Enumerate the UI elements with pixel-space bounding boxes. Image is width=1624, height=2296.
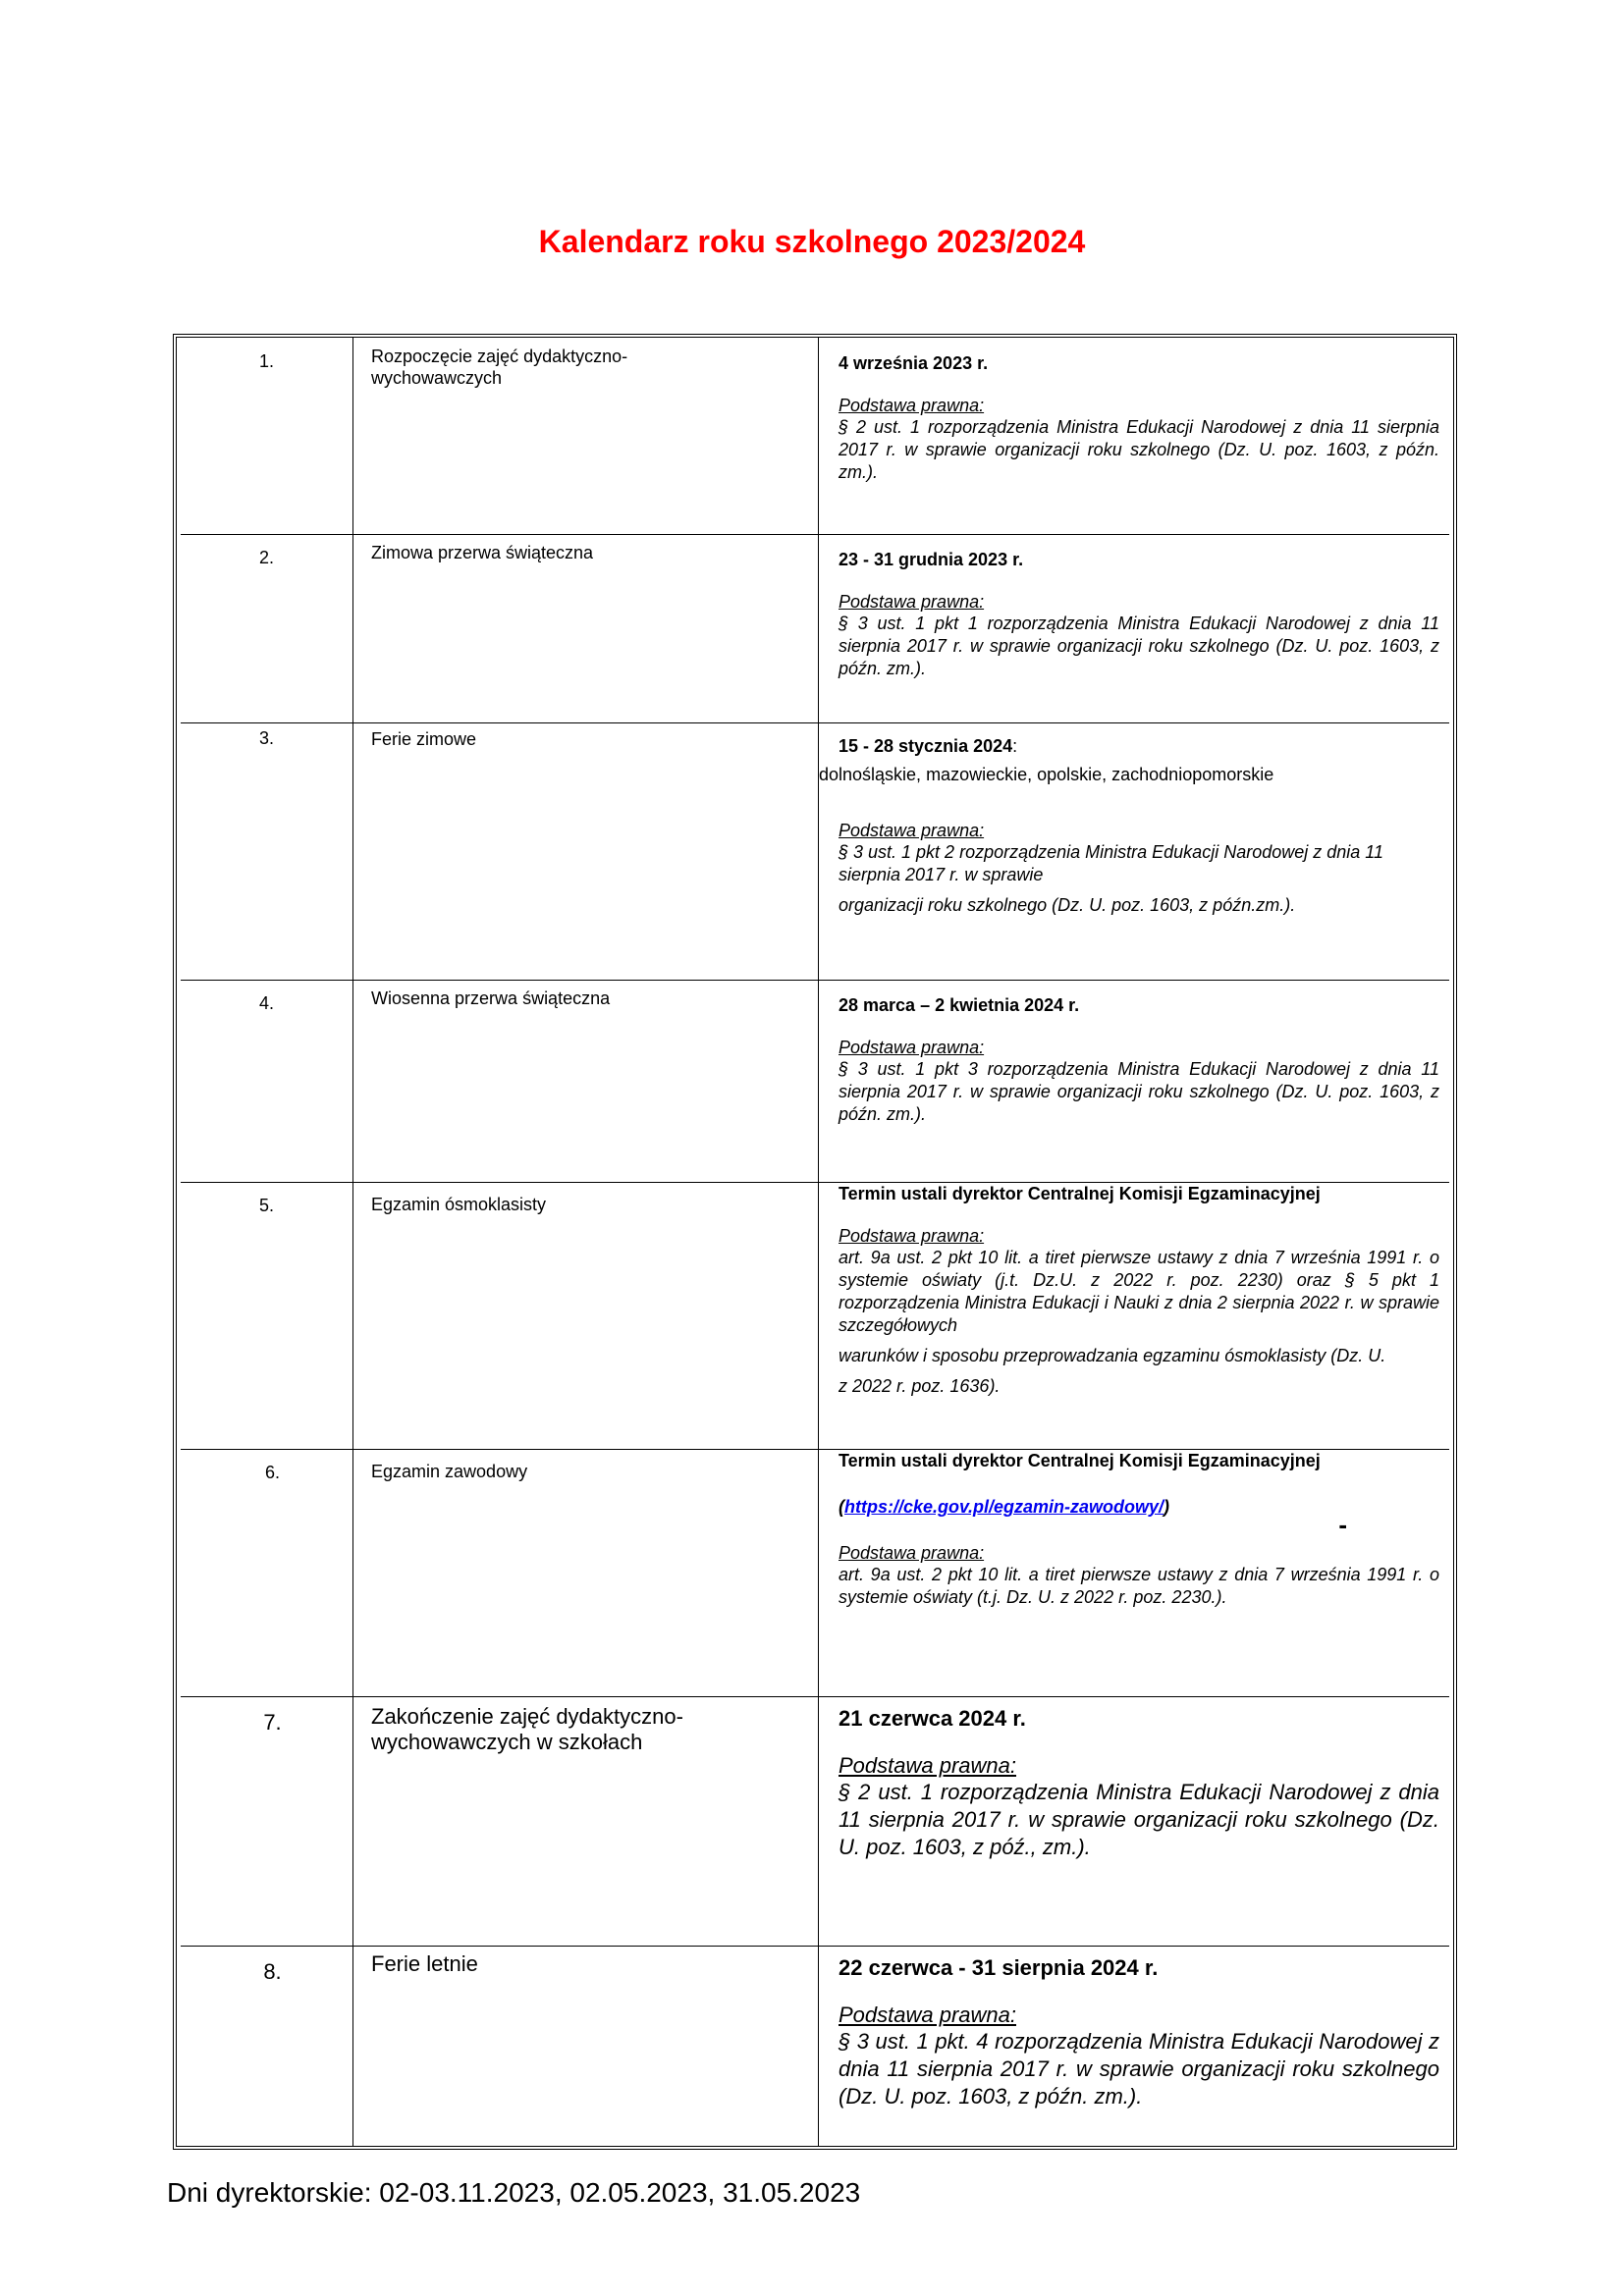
event-name-cell [353,1696,819,1946]
legal-basis-text-continued: warunków i sposobu przeprowadzania egzaminu ósmoklasisty (Dz. U. [839,1346,1386,1365]
legal-basis-text-continued: organizacji roku szkolnego (Dz. U. poz. 1603, z późn.zm.). [839,895,1296,915]
legal-basis-text-continued-2: z 2022 r. poz. 1636). [839,1376,1001,1396]
legal-basis-label: Podstawa prawna: [839,2002,1016,2027]
row-number: 7. [263,1710,282,1735]
event-name: Egzamin zawodowy [371,1462,528,1481]
event-name-cell [353,534,819,722]
legal-basis-text: § 3 ust. 1 pkt 1 rozporządzenia Ministra Edukacji Narodowej z dnia 11 sierpnia 2017 r. w sprawie organizacji roku szkolnego (Dz. U. poz. 1603, z późn. zm.). [839,614,1439,678]
event-name-cell [353,1946,819,2146]
event-info-cell [819,1449,1449,1696]
row-number-cell [181,534,353,722]
table-row [181,1449,1449,1697]
row-number-cell [181,1946,353,2146]
calendar-table [173,334,1457,2150]
row-number: 1. [258,351,274,371]
legal-basis-text: § 3 ust. 1 pkt 3 rozporządzenia Ministra Edukacji Narodowej z dnia 11 sierpnia 2017 r. w sprawie organizacji roku szkolnego (Dz. U. poz. 1603, z późn. zm.). [839,1059,1439,1124]
legal-basis-label: Podstawa prawna: [839,1753,1016,1778]
event-date: Termin ustali dyrektor Centralnej Komisji Egzaminacyjnej [839,1184,1321,1203]
table-row [181,1946,1449,2146]
table-row [181,722,1449,981]
table-row [181,980,1449,1183]
event-info-cell [819,980,1449,1182]
event-info-cell [819,722,1449,980]
legal-basis-label: Podstawa prawna: [839,592,985,612]
row-number: 2. [258,548,274,567]
legal-basis-label: Podstawa prawna: [839,1543,985,1563]
event-name-cell [353,1182,819,1449]
table-row [181,338,1449,535]
event-name: Wiosenna przerwa świąteczna [371,988,611,1008]
event-info-cell [819,338,1449,534]
event-date: 22 czerwca - 31 sierpnia 2024 r. [839,1955,1159,1980]
event-date: 23 - 31 grudnia 2023 r. [839,550,1024,569]
row-number-cell [181,1696,353,1946]
row-number-cell [181,1449,353,1696]
table-row [181,1182,1449,1450]
table-row [181,534,1449,723]
event-name: Ferie zimowe [371,729,477,749]
table-row [181,1696,1449,1947]
event-name-cell [353,1449,819,1696]
event-info-cell [819,1696,1449,1946]
event-name: Egzamin ósmoklasisty [371,1195,547,1214]
row-number-cell [181,1182,353,1449]
page-title: Kalendarz roku szkolnego 2023/2024 [538,224,1086,259]
event-info-cell [819,534,1449,722]
event-name: Ferie letnie [371,1951,478,1976]
principal-days-note: Dni dyrektorskie: 02-03.11.2023, 02.05.2023, 31.05.2023 [167,2177,861,2208]
regions-list: dolnośląskie, mazowieckie, opolskie, zachodniopomorskie [819,765,1274,784]
event-name: Zakończenie zajęć dydaktyczno-wychowawczych w szkołach [371,1704,683,1754]
cke-link-line [839,1497,1439,1518]
legal-basis-text: § 3 ust. 1 pkt. 4 rozporządzenia Ministra Edukacji Narodowej z dnia 11 sierpnia 2017 r. w sprawie organizacji roku szkolnego (Dz. U. poz. 1603, z późn. zm.). [839,2029,1439,2109]
event-date: 28 marca – 2 kwietnia 2024 r. [839,995,1080,1015]
row-number-cell [181,980,353,1182]
dash-mark: - [1338,1510,1347,1539]
event-date: 21 czerwca 2024 r. [839,1706,1026,1731]
legal-basis-text: art. 9a ust. 2 pkt 10 lit. a tiret pierwsze ustawy z dnia 7 września 1991 r. o systemie oświaty (j.t. Dz.U. z 2022 r. poz. 2230) oraz § 5 pkt 1 rozporządzenia Ministra Edukacji i Nauki z dnia 2 sierpnia 2022 r. w sprawie szczegółowych [839,1248,1439,1335]
event-info-cell [819,1946,1449,2146]
event-date [839,736,1439,757]
row-number: 8. [263,1959,282,1984]
event-name-cell [353,338,819,534]
event-name: Rozpoczęcie zajęć dydaktyczno-wychowawczych [371,347,628,388]
row-number: 4. [258,993,274,1013]
row-number: 3. [258,728,274,748]
event-info-cell [819,1182,1449,1449]
row-number-cell [181,338,353,534]
legal-basis-label: Podstawa prawna: [839,1226,985,1246]
legal-basis-text: § 2 ust. 1 rozporządzenia Ministra Edukacji Narodowej z dnia 11 sierpnia 2017 r. w sprawie organizacji roku szkolnego (Dz. U. poz. 1603, z póź., zm.). [839,1780,1439,1859]
legal-basis-text: § 2 ust. 1 rozporządzenia Ministra Edukacji Narodowej z dnia 11 sierpnia 2017 r. w sprawie organizacji roku szkolnego (Dz. U. poz. 1603, z późn. zm.). [839,417,1439,482]
legal-basis-label: Podstawa prawna: [839,1038,985,1057]
legal-basis-text: art. 9a ust. 2 pkt 10 lit. a tiret pierwsze ustawy z dnia 7 września 1991 r. o systemie oświaty (t.j. Dz. U. z 2022 r. poz. 2230.). [839,1565,1439,1607]
legal-basis-label: Podstawa prawna: [839,396,985,415]
link-close-paren: ) [1164,1497,1170,1517]
cke-exam-link[interactable]: https://cke.gov.pl/egzamin-zawodowy/ [844,1497,1164,1517]
event-date: 4 września 2023 r. [839,353,989,373]
event-name-cell [353,722,819,980]
legal-basis-text: § 3 ust. 1 pkt 2 rozporządzenia Ministra Edukacji Narodowej z dnia 11 sierpnia 2017 r. w sprawie [839,842,1383,884]
legal-basis-label: Podstawa prawna: [839,821,985,840]
event-name-cell [353,980,819,1182]
link-open-paren: ( [839,1497,844,1517]
event-date: Termin ustali dyrektor Centralnej Komisji Egzaminacyjnej [839,1451,1321,1470]
row-number-cell [181,722,353,980]
event-date-text: 15 - 28 stycznia 2024 [839,736,1013,756]
event-name: Zimowa przerwa świąteczna [371,543,594,562]
event-date-suffix: : [1012,736,1018,756]
row-number: 5. [258,1196,274,1215]
row-number: 6. [264,1463,280,1482]
